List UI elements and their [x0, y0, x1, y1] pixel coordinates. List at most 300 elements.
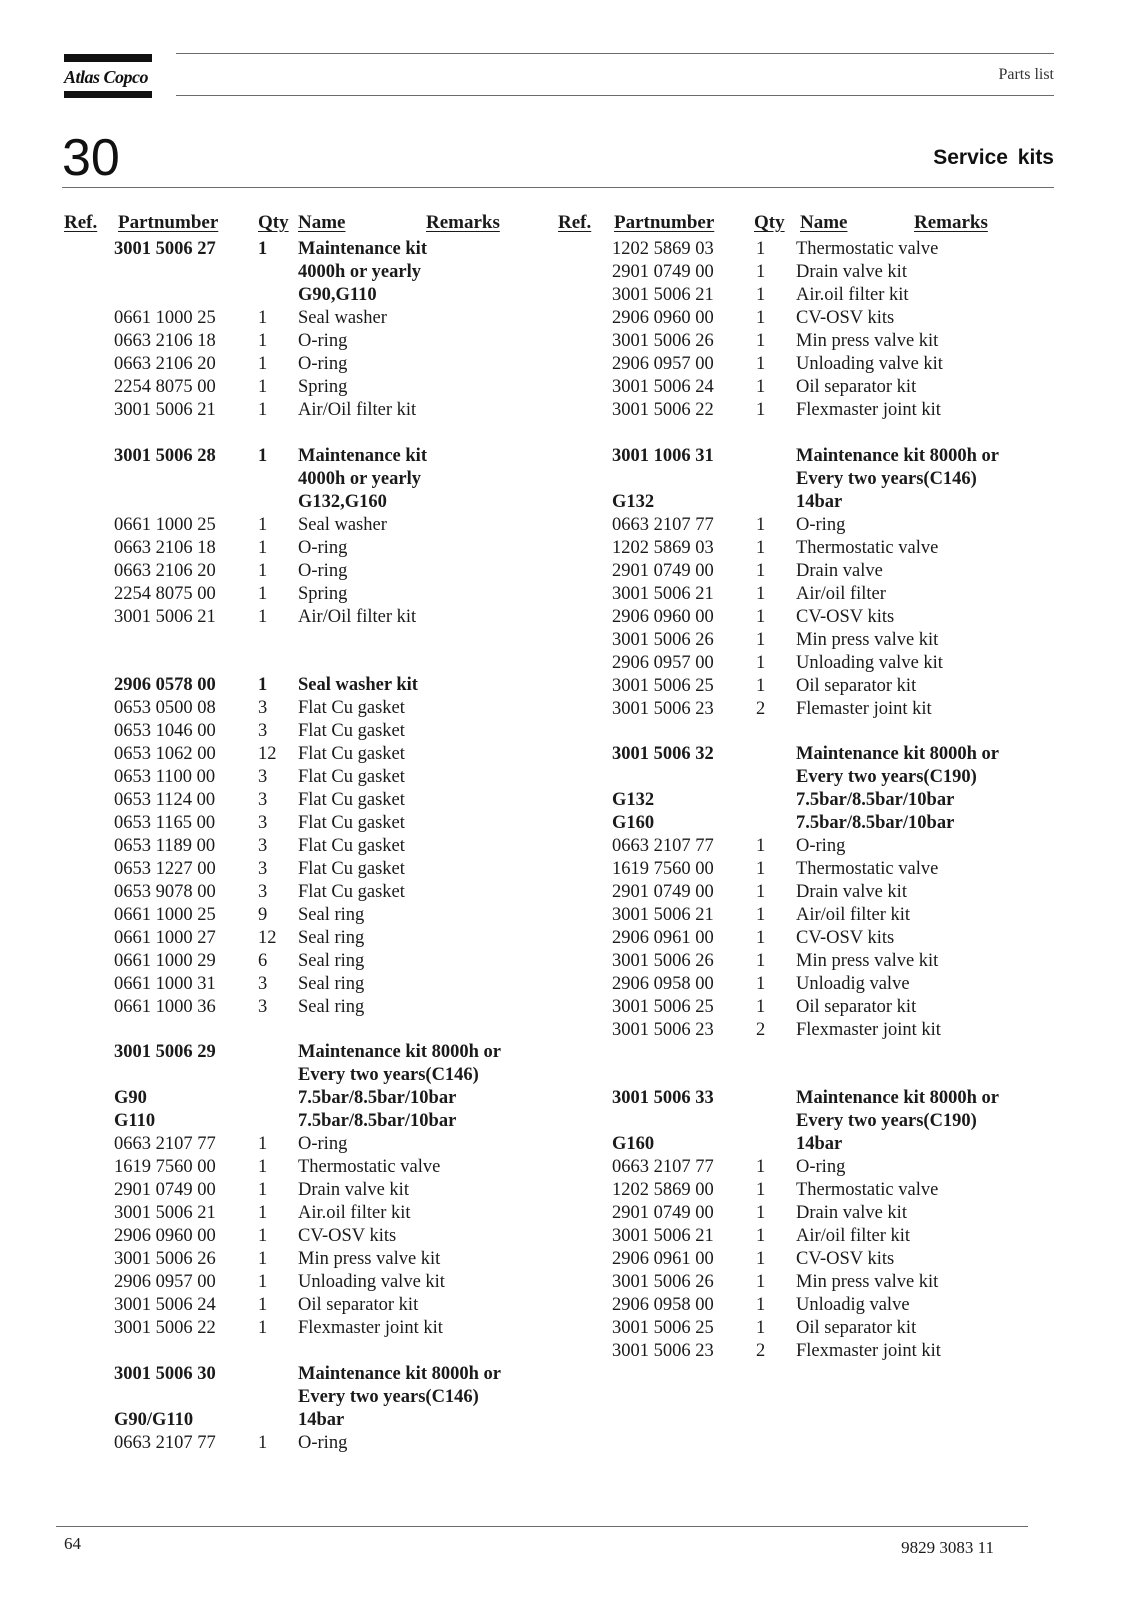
quantity: 1: [258, 606, 268, 627]
quantity: 1: [756, 859, 766, 879]
part-name: Min press valve kit: [796, 951, 939, 971]
kit-header-row: [114, 284, 534, 307]
part-number: 3001 5006 21: [114, 606, 216, 627]
quantity: 1: [258, 560, 268, 581]
kit-header-row: [114, 238, 534, 261]
part-number: 3001 5006 21: [612, 583, 714, 604]
part-number: 3001 5006 22: [114, 1318, 216, 1338]
part-row: [114, 858, 534, 881]
quantity: 1: [756, 239, 766, 259]
name-header: Name: [800, 212, 848, 233]
part-number: 3001 5006 26: [612, 331, 714, 351]
quantity: 1: [756, 974, 766, 994]
part-row: [612, 698, 1042, 721]
part-name: Drain valve kit: [796, 1203, 907, 1223]
part-name: Maintenance kit: [298, 445, 427, 466]
kit-header-row: [114, 1409, 534, 1432]
part-name: O-ring: [796, 836, 846, 856]
part-number: 2906 0958 00: [612, 974, 714, 994]
part-number: G160: [612, 1134, 655, 1154]
part-row: [612, 927, 1042, 950]
part-row: [612, 1225, 1042, 1248]
part-row: [612, 973, 1042, 996]
quantity: 1: [756, 997, 766, 1017]
kit-header-row: [114, 261, 534, 284]
remarks-header: Remarks: [426, 212, 500, 233]
part-name: Thermostatic valve: [796, 1180, 939, 1200]
quantity: 1: [756, 308, 766, 328]
part-number: 3001 5006 26: [612, 951, 714, 971]
row-gap: [612, 721, 1042, 744]
part-name: Flexmaster joint kit: [796, 1341, 941, 1361]
quantity: 1: [756, 1157, 766, 1177]
part-number: 2901 0749 00: [114, 1180, 216, 1200]
part-row: [612, 652, 1042, 675]
quantity: 2: [756, 698, 766, 719]
part-row: [114, 1317, 534, 1340]
quantity: 1: [756, 1203, 766, 1223]
quantity: 1: [258, 1318, 268, 1338]
part-row: [612, 629, 1042, 652]
part-name: Drain valve: [796, 560, 883, 581]
part-number: 0663 2106 20: [114, 560, 216, 581]
part-name: 14bar: [796, 1134, 843, 1154]
quantity: 1: [756, 1180, 766, 1200]
quantity: 1: [756, 514, 766, 535]
part-number: 3001 5006 23: [612, 1020, 714, 1040]
part-number: 3001 5006 21: [114, 1203, 216, 1223]
part-name: Seal washer: [298, 514, 387, 535]
quantity: 1: [756, 1249, 766, 1269]
quantity: 1: [258, 1249, 268, 1269]
part-row: [612, 284, 1042, 307]
part-number: 2901 0749 00: [612, 262, 714, 282]
part-name: Thermostatic valve: [796, 239, 939, 259]
quantity: 3: [258, 697, 268, 718]
part-number: 3001 5006 29: [114, 1042, 216, 1062]
part-number: 0653 1100 00: [114, 766, 216, 787]
part-row: [114, 560, 534, 583]
part-name: Flexmaster joint kit: [298, 1318, 443, 1338]
row-gap: [114, 422, 534, 445]
header-rule-bottom: [176, 95, 1054, 96]
part-number: 0653 9078 00: [114, 881, 216, 902]
part-name: Oil separator kit: [796, 377, 917, 397]
part-name: Flat Cu gasket: [298, 881, 405, 902]
part-name: Drain valve kit: [298, 1180, 409, 1200]
kit-header-row: [114, 1386, 534, 1409]
part-name: 4000h or yearly: [298, 262, 421, 282]
kit-header-row: [612, 766, 1042, 789]
part-name: Seal washer kit: [298, 674, 418, 695]
quantity: 1: [258, 239, 268, 259]
part-row: [612, 858, 1042, 881]
part-row: [612, 950, 1042, 973]
part-name: Air/Oil filter kit: [298, 606, 417, 627]
part-row: [612, 835, 1042, 858]
part-row: [612, 330, 1042, 353]
part-row: [612, 261, 1042, 284]
part-name: O-ring: [298, 560, 348, 581]
kit-header-row: [114, 1363, 534, 1386]
part-name: O-ring: [298, 537, 348, 558]
part-row: [114, 766, 534, 789]
part-row: [612, 376, 1042, 399]
part-number: 3001 5006 23: [612, 1341, 714, 1361]
part-name: Every two years(C146): [298, 1065, 479, 1085]
part-number: 0663 2107 77: [612, 1157, 714, 1177]
part-name: 7.5bar/8.5bar/10bar: [796, 813, 955, 833]
quantity: 1: [756, 1272, 766, 1292]
part-number: 3001 5006 21: [612, 285, 714, 305]
part-number: 2901 0749 00: [612, 1203, 714, 1223]
part-number: 2906 0958 00: [612, 1295, 714, 1315]
part-name: Maintenance kit: [298, 239, 427, 259]
part-number: 0663 2106 20: [114, 354, 216, 374]
quantity: 1: [756, 262, 766, 282]
part-name: Air/oil filter kit: [796, 1226, 911, 1246]
part-number: 2901 0749 00: [612, 560, 714, 581]
part-number: 0653 1062 00: [114, 743, 216, 764]
part-number: 3001 5006 30: [114, 1363, 216, 1384]
quantity: 1: [258, 1226, 268, 1246]
part-name: Flat Cu gasket: [298, 720, 405, 741]
part-row: [114, 881, 534, 904]
quantity: 3: [258, 835, 268, 856]
part-name: Seal washer: [298, 308, 387, 328]
quantity: 1: [258, 400, 268, 420]
logo-bar-top: [64, 54, 152, 62]
quantity: 1: [258, 445, 268, 466]
part-row: [114, 330, 534, 353]
part-name: Drain valve kit: [796, 882, 907, 902]
kit-header-row: [114, 491, 534, 514]
part-name: Min press valve kit: [796, 331, 939, 351]
part-name: Air/Oil filter kit: [298, 400, 417, 420]
quantity: 1: [756, 652, 766, 673]
part-name: Thermostatic valve: [796, 859, 939, 879]
part-number: 2901 0749 00: [612, 882, 714, 902]
part-name: Flemaster joint kit: [796, 698, 932, 719]
part-row: [114, 973, 534, 996]
part-row: [114, 376, 534, 399]
name-header: Name: [298, 212, 346, 233]
quantity: 1: [756, 285, 766, 305]
part-name: O-ring: [298, 1134, 348, 1154]
part-number: 0661 1000 25: [114, 308, 216, 328]
section-title: Service kits: [933, 146, 1054, 169]
row-gap: [612, 422, 1042, 445]
kit-header-row: [114, 674, 534, 697]
part-number: 0661 1000 31: [114, 973, 216, 994]
part-name: O-ring: [796, 514, 846, 535]
part-number: 0663 2107 77: [114, 1432, 216, 1453]
part-number: 0653 1124 00: [114, 789, 216, 810]
ref-header: Ref.: [558, 212, 592, 233]
part-row: [114, 697, 534, 720]
part-name: Flat Cu gasket: [298, 789, 405, 810]
part-number: 0661 1000 27: [114, 927, 216, 948]
part-number: G90: [114, 1088, 147, 1108]
part-row: [612, 514, 1042, 537]
qty-header: Qty: [258, 212, 289, 233]
part-row: [612, 1271, 1042, 1294]
quantity: 1: [756, 1226, 766, 1246]
quantity: 1: [756, 629, 766, 650]
part-number: 3001 5006 25: [612, 997, 714, 1017]
qty-header: Qty: [754, 212, 785, 233]
row-gap: [114, 651, 534, 674]
kit-header-row: [612, 1133, 1042, 1156]
quantity: 3: [258, 973, 268, 994]
part-number: 3001 5006 27: [114, 239, 216, 259]
part-number: 3001 5006 24: [114, 1295, 216, 1315]
row-gap: [612, 1065, 1042, 1088]
part-number: 3001 5006 32: [612, 744, 714, 764]
part-row: [612, 560, 1042, 583]
part-name: Flat Cu gasket: [298, 743, 405, 764]
part-row: [114, 812, 534, 835]
kit-header-row: [114, 445, 534, 468]
part-name: Every two years(C146): [796, 468, 977, 489]
quantity: 1: [258, 1134, 268, 1154]
part-row: [612, 675, 1042, 698]
part-row: [612, 353, 1042, 376]
quantity: 3: [258, 881, 268, 902]
part-number: 0653 1165 00: [114, 812, 216, 833]
part-name: Flat Cu gasket: [298, 858, 405, 879]
part-number: 2906 0578 00: [114, 674, 216, 695]
kit-header-row: [114, 1110, 534, 1133]
part-row: [612, 1156, 1042, 1179]
quantity: 1: [258, 514, 268, 535]
part-name: Seal ring: [298, 904, 365, 925]
part-name: Seal ring: [298, 950, 365, 971]
quantity: 1: [756, 905, 766, 925]
quantity: 3: [258, 766, 268, 787]
part-name: Flexmaster joint kit: [796, 400, 941, 420]
part-number: 0663 2107 77: [612, 514, 714, 535]
part-number: G110: [114, 1111, 156, 1131]
part-name: 4000h or yearly: [298, 468, 421, 489]
partnumber-header: Partnumber: [118, 212, 219, 233]
quantity: 3: [258, 996, 268, 1017]
kit-header-row: [612, 812, 1042, 835]
part-name: Seal ring: [298, 927, 365, 948]
part-name: CV-OSV kits: [298, 1226, 397, 1246]
part-number: 1619 7560 00: [114, 1157, 216, 1177]
quantity: 1: [258, 1157, 268, 1177]
part-number: 2906 0957 00: [612, 354, 714, 374]
quantity: 1: [756, 400, 766, 420]
quantity: 1: [756, 354, 766, 374]
row-gap: [114, 1340, 534, 1363]
kit-header-row: [612, 789, 1042, 812]
part-number: 3001 5006 22: [612, 400, 714, 420]
part-row: [114, 720, 534, 743]
part-number: 3001 5006 33: [612, 1088, 714, 1108]
part-number: 2906 0961 00: [612, 1249, 714, 1269]
part-name: O-ring: [298, 354, 348, 374]
kit-header-row: [612, 445, 1042, 468]
part-number: 1202 5869 00: [612, 1180, 714, 1200]
part-number: 3001 5006 21: [612, 1226, 714, 1246]
left-column-headers: [64, 212, 524, 238]
part-row: [612, 537, 1042, 560]
quantity: 1: [258, 354, 268, 374]
part-name: CV-OSV kits: [796, 606, 895, 627]
part-row: [114, 950, 534, 973]
left-parts-list: [114, 238, 534, 1455]
part-name: G132,G160: [298, 491, 387, 512]
part-number: 0663 2106 18: [114, 537, 216, 558]
part-number: 2906 0957 00: [114, 1272, 216, 1292]
part-name: Every two years(C190): [796, 767, 977, 787]
part-number: 3001 5006 26: [114, 1249, 216, 1269]
quantity: 1: [258, 1432, 268, 1453]
footer-rule: [56, 1526, 1028, 1527]
part-number: 2254 8075 00: [114, 583, 216, 604]
part-row: [612, 1248, 1042, 1271]
kit-header-row: [114, 468, 534, 491]
part-row: [612, 307, 1042, 330]
row-gap: [612, 1042, 1042, 1065]
part-number: 2906 0960 00: [114, 1226, 216, 1246]
part-row: [114, 583, 534, 606]
part-name: Flat Cu gasket: [298, 697, 405, 718]
part-row: [612, 996, 1042, 1019]
part-row: [612, 1294, 1042, 1317]
part-row: [114, 514, 534, 537]
quantity: 1: [258, 583, 268, 604]
quantity: 1: [756, 1295, 766, 1315]
part-row: [114, 1133, 534, 1156]
part-name: Oil separator kit: [796, 675, 917, 696]
right-column-headers: [558, 212, 1018, 238]
page-number: 64: [64, 1534, 81, 1553]
part-name: O-ring: [298, 1432, 348, 1453]
part-name: Maintenance kit 8000h or: [796, 744, 999, 764]
part-name: Air.oil filter kit: [796, 285, 909, 305]
part-row: [114, 1271, 534, 1294]
part-name: Oil separator kit: [796, 997, 917, 1017]
part-name: O-ring: [298, 331, 348, 351]
quantity: 1: [756, 1318, 766, 1338]
part-name: CV-OSV kits: [796, 1249, 895, 1269]
part-row: [114, 399, 534, 422]
part-number: 3001 5006 23: [612, 698, 714, 719]
part-name: Flat Cu gasket: [298, 766, 405, 787]
part-name: Maintenance kit 8000h or: [298, 1042, 501, 1062]
part-number: 0653 1046 00: [114, 720, 216, 741]
part-name: Seal ring: [298, 973, 365, 994]
part-number: G90/G110: [114, 1409, 194, 1430]
row-gap: [114, 629, 534, 652]
kit-header-row: [114, 1087, 534, 1110]
part-row: [612, 1317, 1042, 1340]
part-name: Unloading valve kit: [796, 354, 943, 374]
part-row: [114, 1202, 534, 1225]
part-number: 3001 5006 28: [114, 445, 216, 466]
part-row: [612, 238, 1042, 261]
document-number: 9829 3083 11: [901, 1538, 994, 1557]
quantity: 3: [258, 858, 268, 879]
quantity: 9: [258, 904, 268, 925]
part-name: Min press valve kit: [796, 629, 939, 650]
part-row: [612, 606, 1042, 629]
part-name: Unloadig valve: [796, 1295, 910, 1315]
part-number: 2906 0960 00: [612, 606, 714, 627]
kit-header-row: [612, 468, 1042, 491]
part-number: G132: [612, 790, 655, 810]
part-name: Thermostatic valve: [796, 537, 939, 558]
right-parts-list: [612, 238, 1042, 1363]
part-number: 0663 2107 77: [612, 836, 714, 856]
quantity: 1: [756, 606, 766, 627]
part-name: 14bar: [298, 1409, 345, 1430]
part-row: [114, 606, 534, 629]
part-number: G132: [612, 491, 655, 512]
kit-header-row: [612, 491, 1042, 514]
quantity: 1: [756, 583, 766, 604]
part-number: 3001 5006 26: [612, 629, 714, 650]
part-row: [114, 1156, 534, 1179]
quantity: 6: [258, 950, 268, 971]
quantity: 1: [756, 928, 766, 948]
row-gap: [114, 1019, 534, 1042]
quantity: 3: [258, 812, 268, 833]
part-name: Drain valve kit: [796, 262, 907, 282]
part-number: 2906 0957 00: [612, 652, 714, 673]
part-number: 1202 5869 03: [612, 537, 714, 558]
part-name: Unloading valve kit: [298, 1272, 445, 1292]
part-name: Unloading valve kit: [796, 652, 943, 673]
part-name: Min press valve kit: [298, 1249, 441, 1269]
header-label: Parts list: [998, 66, 1054, 83]
quantity: 2: [756, 1020, 766, 1040]
quantity: 1: [258, 1295, 268, 1315]
part-row: [612, 583, 1042, 606]
part-number: 3001 5006 26: [612, 1272, 714, 1292]
part-row: [612, 881, 1042, 904]
part-row: [612, 1179, 1042, 1202]
part-name: Flat Cu gasket: [298, 835, 405, 856]
part-name: 7.5bar/8.5bar/10bar: [298, 1088, 457, 1108]
section-rule: [62, 187, 1054, 188]
part-name: Maintenance kit 8000h or: [796, 445, 999, 466]
part-name: Air/oil filter: [796, 583, 886, 604]
part-row: [114, 537, 534, 560]
part-number: 3001 5006 25: [612, 675, 714, 696]
kit-header-row: [612, 743, 1042, 766]
part-name: Spring: [298, 377, 348, 397]
quantity: 1: [756, 560, 766, 581]
section-number: 30: [62, 129, 120, 187]
quantity: 1: [756, 882, 766, 902]
part-number: 0663 2106 18: [114, 331, 216, 351]
part-row: [114, 743, 534, 766]
part-name: Every two years(C190): [796, 1111, 977, 1131]
quantity: 1: [756, 377, 766, 397]
quantity: 1: [258, 308, 268, 328]
part-number: 0661 1000 25: [114, 514, 216, 535]
remarks-header: Remarks: [914, 212, 988, 233]
quantity: 1: [258, 537, 268, 558]
part-row: [114, 835, 534, 858]
quantity: 1: [258, 674, 268, 695]
part-row: [114, 996, 534, 1019]
part-name: Air.oil filter kit: [298, 1203, 411, 1223]
